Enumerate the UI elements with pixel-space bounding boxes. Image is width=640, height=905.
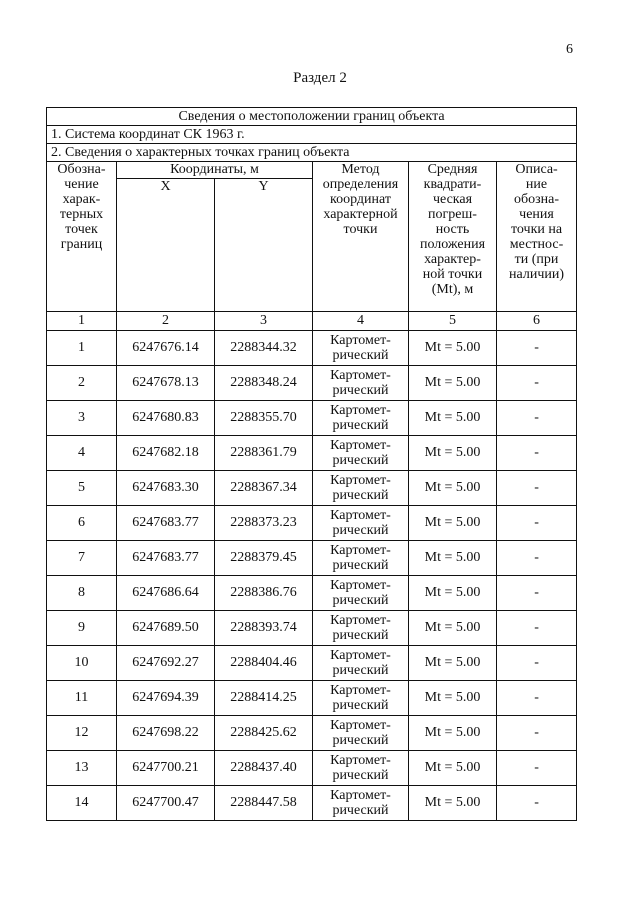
mean-square-error: Mt = 5.00 [409,681,497,716]
point-description: - [497,366,577,401]
point-description: - [497,751,577,786]
table-row [47,471,577,506]
header-coordinates: Координаты, м [117,162,313,179]
column-number: 5 [409,312,497,331]
coord-x: 6247698.22 [117,716,215,751]
mean-square-error: Mt = 5.00 [409,541,497,576]
coord-x: 6247683.30 [117,471,215,506]
method: Картомет- рический [313,506,409,541]
coord-y: 2288348.24 [215,366,313,401]
table-row [47,751,577,786]
characteristic-points-row: 2. Сведения о характерных точках границ объекта [47,144,577,162]
coord-y: 2288404.46 [215,646,313,681]
coord-y: 2288355.70 [215,401,313,436]
mean-square-error: Mt = 5.00 [409,471,497,506]
point-number: 13 [47,751,117,786]
coord-x: 6247682.18 [117,436,215,471]
table-row [47,401,577,436]
coord-x: 6247678.13 [117,366,215,401]
mean-square-error: Mt = 5.00 [409,436,497,471]
method: Картомет- рический [313,401,409,436]
coord-x: 6247689.50 [117,611,215,646]
point-description: - [497,331,577,366]
point-number: 12 [47,716,117,751]
point-number: 11 [47,681,117,716]
method: Картомет- рический [313,471,409,506]
coord-y: 2288373.23 [215,506,313,541]
table-row [47,611,577,646]
header-y: Y [215,179,313,312]
column-number: 3 [215,312,313,331]
method: Картомет- рический [313,681,409,716]
mean-square-error: Mt = 5.00 [409,366,497,401]
point-number: 6 [47,506,117,541]
mean-square-error: Mt = 5.00 [409,751,497,786]
column-number-row [47,312,577,331]
mean-square-error: Mt = 5.00 [409,576,497,611]
mean-square-error: Mt = 5.00 [409,506,497,541]
mean-square-error: Mt = 5.00 [409,716,497,751]
coord-y: 2288367.34 [215,471,313,506]
point-description: - [497,541,577,576]
method: Картомет- рический [313,366,409,401]
method: Картомет- рический [313,786,409,821]
point-description: - [497,401,577,436]
coord-y: 2288379.45 [215,541,313,576]
mean-square-error: Mt = 5.00 [409,611,497,646]
table-row [47,646,577,681]
header-designation: Обозна- чение харак- терных точек границ [47,162,117,312]
point-number: 5 [47,471,117,506]
method: Картомет- рический [313,541,409,576]
point-number: 10 [47,646,117,681]
method: Картомет- рический [313,716,409,751]
header-x: X [117,179,215,312]
method: Картомет- рический [313,751,409,786]
point-number: 1 [47,331,117,366]
header-method: Метод определения координат характерной точки [313,162,409,312]
column-number: 6 [497,312,577,331]
header-error: Средняя квадрати- ческая погреш- ность положения характер- ной точки (Mt), м [409,162,497,312]
point-number: 14 [47,786,117,821]
point-description: - [497,786,577,821]
table-row [47,506,577,541]
coord-x: 6247694.39 [117,681,215,716]
mean-square-error: Mt = 5.00 [409,331,497,366]
mean-square-error: Mt = 5.00 [409,646,497,681]
point-description: - [497,471,577,506]
coord-x: 6247676.14 [117,331,215,366]
table-row [47,786,577,821]
page-number: 6 [566,42,573,57]
point-description: - [497,576,577,611]
table-row [47,716,577,751]
mean-square-error: Mt = 5.00 [409,786,497,821]
coord-y: 2288425.62 [215,716,313,751]
coord-x: 6247680.83 [117,401,215,436]
method: Картомет- рический [313,331,409,366]
point-description: - [497,506,577,541]
point-number: 7 [47,541,117,576]
point-description: - [497,646,577,681]
point-description: - [497,681,577,716]
coord-y: 2288437.40 [215,751,313,786]
point-number: 2 [47,366,117,401]
table-row [47,331,577,366]
column-number: 4 [313,312,409,331]
coord-x: 6247683.77 [117,541,215,576]
table-row [47,366,577,401]
column-number: 1 [47,312,117,331]
coord-y: 2288447.58 [215,786,313,821]
coord-x: 6247686.64 [117,576,215,611]
point-description: - [497,611,577,646]
coordinate-system-row: 1. Система координат СК 1963 г. [47,126,577,144]
mean-square-error: Mt = 5.00 [409,401,497,436]
point-number: 4 [47,436,117,471]
coord-x: 6247700.21 [117,751,215,786]
boundary-points-table [46,107,577,821]
point-description: - [497,436,577,471]
section-title: Раздел 2 [293,70,347,86]
coord-y: 2288344.32 [215,331,313,366]
table-caption: Сведения о местоположении границ объекта [47,108,577,126]
method: Картомет- рический [313,611,409,646]
point-number: 9 [47,611,117,646]
point-number: 8 [47,576,117,611]
method: Картомет- рический [313,646,409,681]
coord-y: 2288414.25 [215,681,313,716]
point-number: 3 [47,401,117,436]
table-row [47,576,577,611]
method: Картомет- рический [313,436,409,471]
column-number: 2 [117,312,215,331]
coord-y: 2288393.74 [215,611,313,646]
point-description: - [497,716,577,751]
method: Картомет- рический [313,576,409,611]
table-row [47,436,577,471]
coord-x: 6247700.47 [117,786,215,821]
table-row [47,681,577,716]
coord-y: 2288361.79 [215,436,313,471]
coord-x: 6247692.27 [117,646,215,681]
coord-x: 6247683.77 [117,506,215,541]
coord-y: 2288386.76 [215,576,313,611]
table-row [47,541,577,576]
header-description: Описа- ние обозна- чения точки на местнос- ти (при наличии) [497,162,577,312]
